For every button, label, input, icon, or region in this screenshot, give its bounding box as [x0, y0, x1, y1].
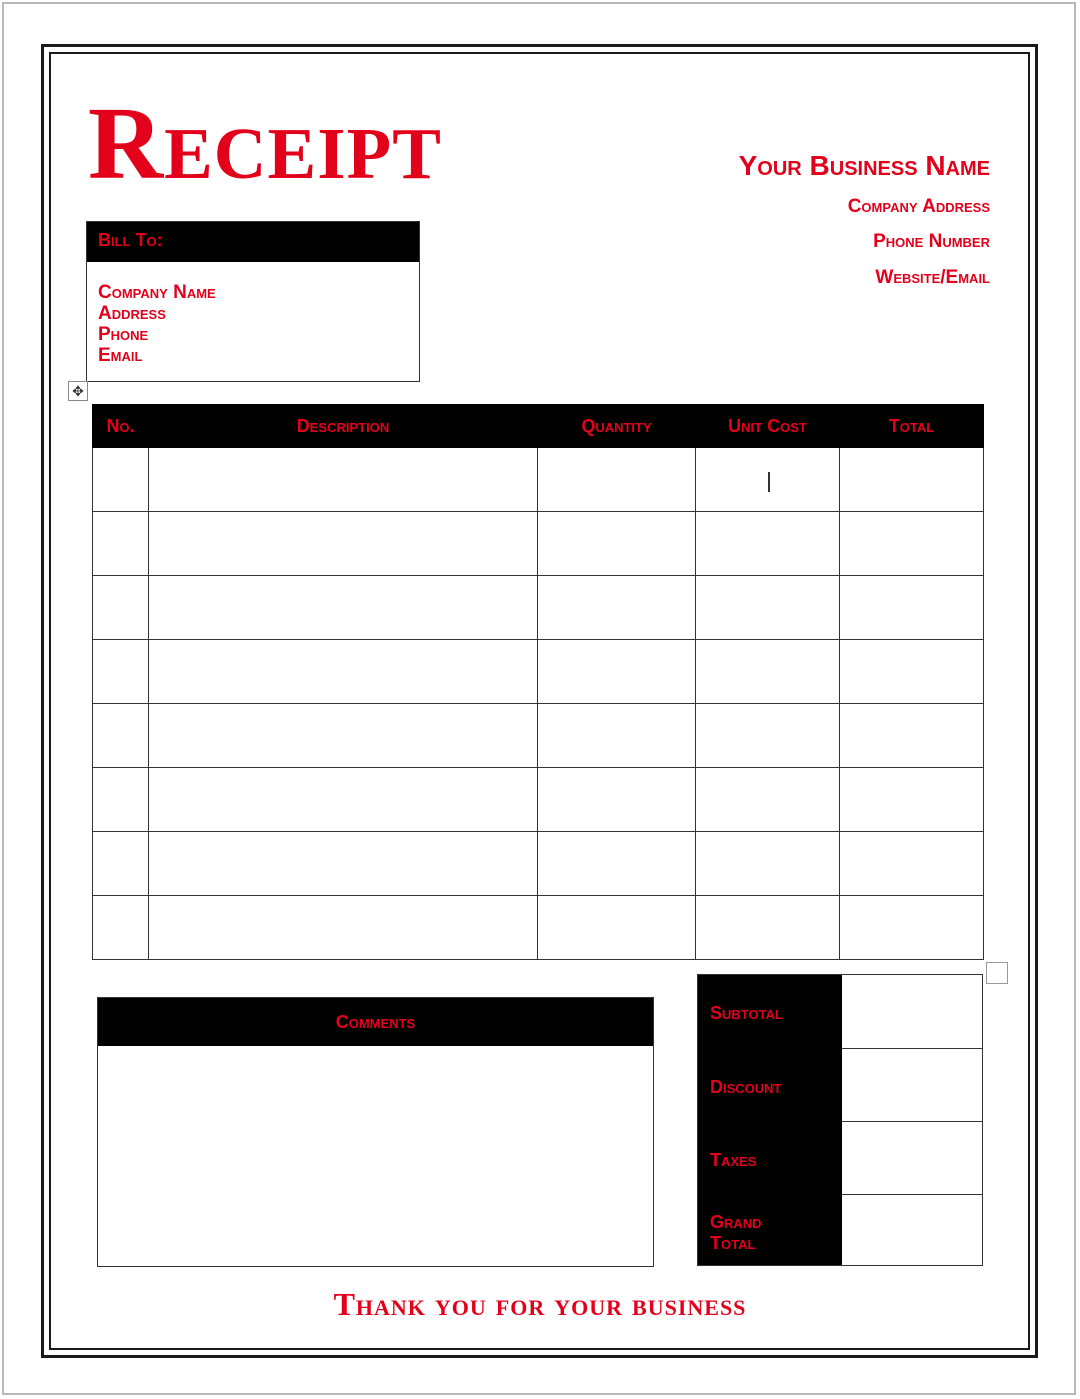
table-row	[93, 576, 984, 640]
cell-no[interactable]	[93, 832, 149, 896]
col-header-quantity[interactable]: Quantity	[538, 405, 696, 448]
totals-labels-column	[698, 975, 842, 1265]
cell-total[interactable]	[840, 448, 984, 512]
cell-total[interactable]	[840, 896, 984, 960]
cell-no[interactable]	[93, 448, 149, 512]
cell-total[interactable]	[840, 576, 984, 640]
cell-unit-cost[interactable]	[696, 640, 840, 704]
cell-description[interactable]	[149, 704, 538, 768]
table-move-handle-icon[interactable]: ✥	[68, 381, 88, 401]
discount-value-cell[interactable]	[842, 1049, 982, 1122]
table-row	[93, 832, 984, 896]
bill-to-address[interactable]: Address	[98, 303, 166, 324]
cell-total[interactable]	[840, 768, 984, 832]
cell-quantity[interactable]	[538, 768, 696, 832]
bill-to-email[interactable]: Email	[98, 345, 143, 366]
bill-to-heading[interactable]: Bill To:	[87, 222, 419, 262]
cell-description[interactable]	[149, 896, 538, 960]
subtotal-value-cell[interactable]	[842, 975, 982, 1049]
cell-no[interactable]	[93, 896, 149, 960]
cell-description[interactable]	[149, 448, 538, 512]
col-header-total[interactable]: Total	[840, 405, 984, 448]
table-row	[93, 768, 984, 832]
cell-description[interactable]	[149, 640, 538, 704]
cell-description[interactable]	[149, 512, 538, 576]
bill-to-lines	[87, 262, 419, 366]
cell-quantity[interactable]	[538, 640, 696, 704]
comments-box	[97, 997, 654, 1267]
items-table	[92, 404, 984, 960]
cell-no[interactable]	[93, 640, 149, 704]
cell-quantity[interactable]	[538, 576, 696, 640]
comments-heading[interactable]: Comments	[98, 998, 653, 1046]
cell-quantity[interactable]	[538, 448, 696, 512]
cell-no[interactable]	[93, 576, 149, 640]
discount-label[interactable]: Discount	[710, 1077, 782, 1097]
business-phone[interactable]: Phone Number	[873, 231, 990, 252]
cell-description[interactable]	[149, 768, 538, 832]
text-cursor	[768, 472, 770, 492]
cell-total[interactable]	[840, 640, 984, 704]
cell-unit-cost[interactable]	[696, 512, 840, 576]
grand-total-label-line2: Total	[710, 1233, 756, 1253]
thank-you-message[interactable]: Thank you for your business	[333, 1286, 747, 1322]
table-row	[93, 704, 984, 768]
cell-quantity[interactable]	[538, 896, 696, 960]
business-name[interactable]: Your Business Name	[738, 150, 990, 181]
taxes-value-cell[interactable]	[842, 1122, 982, 1195]
business-website-email[interactable]: Website/Email	[875, 267, 990, 288]
table-row	[93, 448, 984, 512]
cell-no[interactable]	[93, 512, 149, 576]
totals-box	[697, 974, 983, 1266]
business-address[interactable]: Company Address	[847, 196, 990, 217]
cell-unit-cost[interactable]	[696, 832, 840, 896]
comments-area[interactable]	[98, 1046, 653, 1266]
bill-to-company-name[interactable]: Company Name	[98, 282, 216, 303]
cell-total[interactable]	[840, 832, 984, 896]
col-header-unit-cost[interactable]: Unit Cost	[696, 405, 840, 448]
cell-unit-cost[interactable]	[696, 448, 840, 512]
cell-quantity[interactable]	[538, 512, 696, 576]
subtotal-label[interactable]: Subtotal	[710, 1003, 783, 1023]
cell-total[interactable]	[840, 704, 984, 768]
col-header-no[interactable]: No.	[93, 405, 149, 448]
table-resize-handle-icon[interactable]	[986, 962, 1008, 984]
cell-total[interactable]	[840, 512, 984, 576]
receipt-title[interactable]: Receipt	[88, 86, 442, 201]
col-header-description[interactable]: Description	[149, 405, 538, 448]
taxes-label[interactable]: Taxes	[710, 1150, 757, 1170]
cell-quantity[interactable]	[538, 832, 696, 896]
cell-unit-cost[interactable]	[696, 704, 840, 768]
cell-unit-cost[interactable]	[696, 576, 840, 640]
table-row	[93, 640, 984, 704]
cell-description[interactable]	[149, 832, 538, 896]
table-row	[93, 896, 984, 960]
grand-total-label[interactable]	[710, 1212, 762, 1254]
items-table-header-row	[93, 405, 984, 448]
bill-to-box	[86, 221, 420, 382]
cell-description[interactable]	[149, 576, 538, 640]
cell-quantity[interactable]	[538, 704, 696, 768]
cell-unit-cost[interactable]	[696, 768, 840, 832]
cell-no[interactable]	[93, 704, 149, 768]
grand-total-label-line1: Grand	[710, 1212, 762, 1232]
bill-to-phone[interactable]: Phone	[98, 324, 149, 345]
cell-no[interactable]	[93, 768, 149, 832]
grand-total-value-cell[interactable]	[842, 1195, 982, 1265]
table-row	[93, 512, 984, 576]
cell-unit-cost[interactable]	[696, 896, 840, 960]
